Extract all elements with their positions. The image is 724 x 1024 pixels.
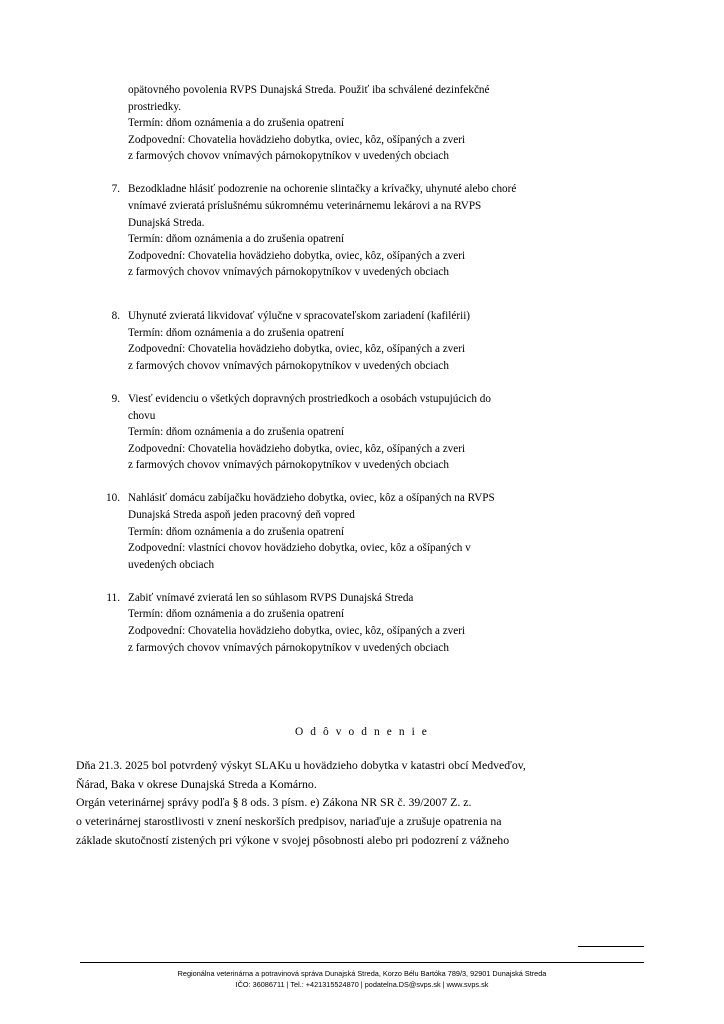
- list-item-line: Uhynuté zvieratá likvidovať výlučne v spracovateľskom zariadení (kafilérii): [128, 310, 471, 323]
- list-item-number: 8.: [111, 310, 120, 323]
- list-item-line: chovu: [128, 409, 156, 422]
- continuation-line: Termín: dňom oznámenia a do zrušenia opatrení: [128, 117, 345, 130]
- continuation-line: z farmových chovov vnímavých párnokopytníkov v uvedených obciach: [128, 150, 449, 163]
- list-item-line: Viesť evidenciu o všetkých dopravných prostriedkoch a osobách vstupujúcich do: [128, 392, 491, 405]
- list-item-line: z farmových chovov vnímavých párnokopytníkov v uvedených obciach: [128, 641, 449, 654]
- list-item-line: Termín: dňom oznámenia a do zrušenia opatrení: [128, 525, 345, 538]
- list-item-number: 9.: [111, 392, 120, 405]
- footer-divider: [80, 962, 644, 963]
- page-footer: [0, 962, 724, 990]
- list-item-line: Zabiť vnímavé zvieratá len so súhlasom RVPS Dunajská Streda: [128, 591, 414, 604]
- measures-list: [76, 181, 648, 656]
- reasoning-line: základe skutočností zistených pri výkone v svojej pôsobnosti alebo pri podozrení z vážneho: [76, 832, 510, 847]
- list-item-line: Zodpovední: Chovatelia hovädzieho dobytka, oviec, kôz, ošípaných a zveri: [128, 442, 466, 455]
- list-item-line: Zodpovední: vlastníci chovov hovädzieho dobytka, oviec, kôz a ošípaných v: [128, 542, 471, 555]
- reasoning-line: o veterinárnej starostlivosti v znení neskorších predpisov, nariaďuje a zrušuje opatrenia na: [76, 814, 502, 828]
- section-heading: O d ô v o d n e n i e: [295, 726, 429, 739]
- list-item-line: uvedených obciach: [128, 558, 215, 571]
- list-item-number: 10.: [106, 492, 120, 505]
- footer-address: Regionálna veterinárna a potravinová správa Dunajská Streda, Korzo Bélu Bartóka 789/3, 92901 Dunajská Streda: [177, 969, 547, 978]
- list-item-line: z farmových chovov vnímavých párnokopytníkov v uvedených obciach: [128, 266, 449, 279]
- list-item: [76, 391, 648, 474]
- list-item-line: vnímavé zvieratá príslušnému súkromnému veterinárnemu lekárovi a na RVPS: [128, 200, 482, 213]
- list-item-line: z farmových chovov vnímavých párnokopytníkov v uvedených obciach: [128, 359, 449, 372]
- list-item-line: Zodpovední: Chovatelia hovädzieho dobytka, oviec, kôz, ošípaných a zveri: [128, 249, 466, 262]
- list-item: [76, 490, 648, 573]
- signature-line: [578, 946, 644, 947]
- list-item-line: Dunajská Streda.: [128, 216, 205, 229]
- list-item-line: Termín: dňom oznámenia a do zrušenia opatrení: [128, 326, 345, 339]
- continuation-line: prostriedky.: [128, 100, 182, 113]
- list-item: [76, 590, 648, 656]
- list-item: [76, 308, 648, 374]
- list-item-number: 11.: [106, 591, 120, 604]
- list-item-line: Nahlásiť domácu zabíjačku hovädzieho dobytka, oviec, kôz a ošípaných na RVPS: [128, 492, 495, 505]
- list-item-number: 7.: [111, 183, 120, 196]
- list-item-line: Bezodkladne hlásiť podozrenie na ochorenie slintačky a krívačky, uhynuté alebo choré: [128, 183, 517, 196]
- list-item-line: Termín: dňom oznámenia a do zrušenia opatrení: [128, 426, 345, 439]
- reasoning-line: Ňárad, Baka v okrese Dunajská Streda a Komárno.: [76, 776, 317, 791]
- document-body: [76, 82, 648, 849]
- continuation-line: opätovného povolenia RVPS Dunajská Streda. Použiť iba schválené dezinfekčné: [128, 84, 490, 96]
- continuation-line: Zodpovední: Chovatelia hovädzieho dobytka, oviec, kôz, ošípaných a zveri: [128, 133, 466, 146]
- continuation-paragraph: [76, 82, 648, 165]
- list-item-line: Dunajská Streda aspoň jeden pracovný deň vopred: [128, 508, 355, 521]
- reasoning-paragraph: [76, 756, 648, 849]
- list-item-line: Zodpovední: Chovatelia hovädzieho dobytka, oviec, kôz, ošípaných a zveri: [128, 625, 466, 638]
- reasoning-line: Dňa 21.3. 2025 bol potvrdený výskyt SLAKu u hovädzieho dobytka v katastri obcí Medveďov,: [76, 758, 526, 773]
- list-item-line: z farmových chovov vnímavých párnokopytníkov v uvedených obciach: [128, 459, 449, 472]
- footer-contact: IČO: 36086711 | Tel.: +421315524870 | podatelna.DS@svps.sk | www.svps.sk: [235, 980, 489, 989]
- list-item-line: Zodpovední: Chovatelia hovädzieho dobytka, oviec, kôz, ošípaných a zveri: [128, 343, 466, 356]
- list-item-line: Termín: dňom oznámenia a do zrušenia opatrení: [128, 608, 345, 621]
- list-item: [76, 181, 648, 281]
- list-item-line: Termín: dňom oznámenia a do zrušenia opatrení: [128, 233, 345, 246]
- reasoning-line: Orgán veterinárnej správy podľa § 8 ods. 3 písm. e) Zákona NR SR č. 39/2007 Z. z.: [76, 795, 472, 810]
